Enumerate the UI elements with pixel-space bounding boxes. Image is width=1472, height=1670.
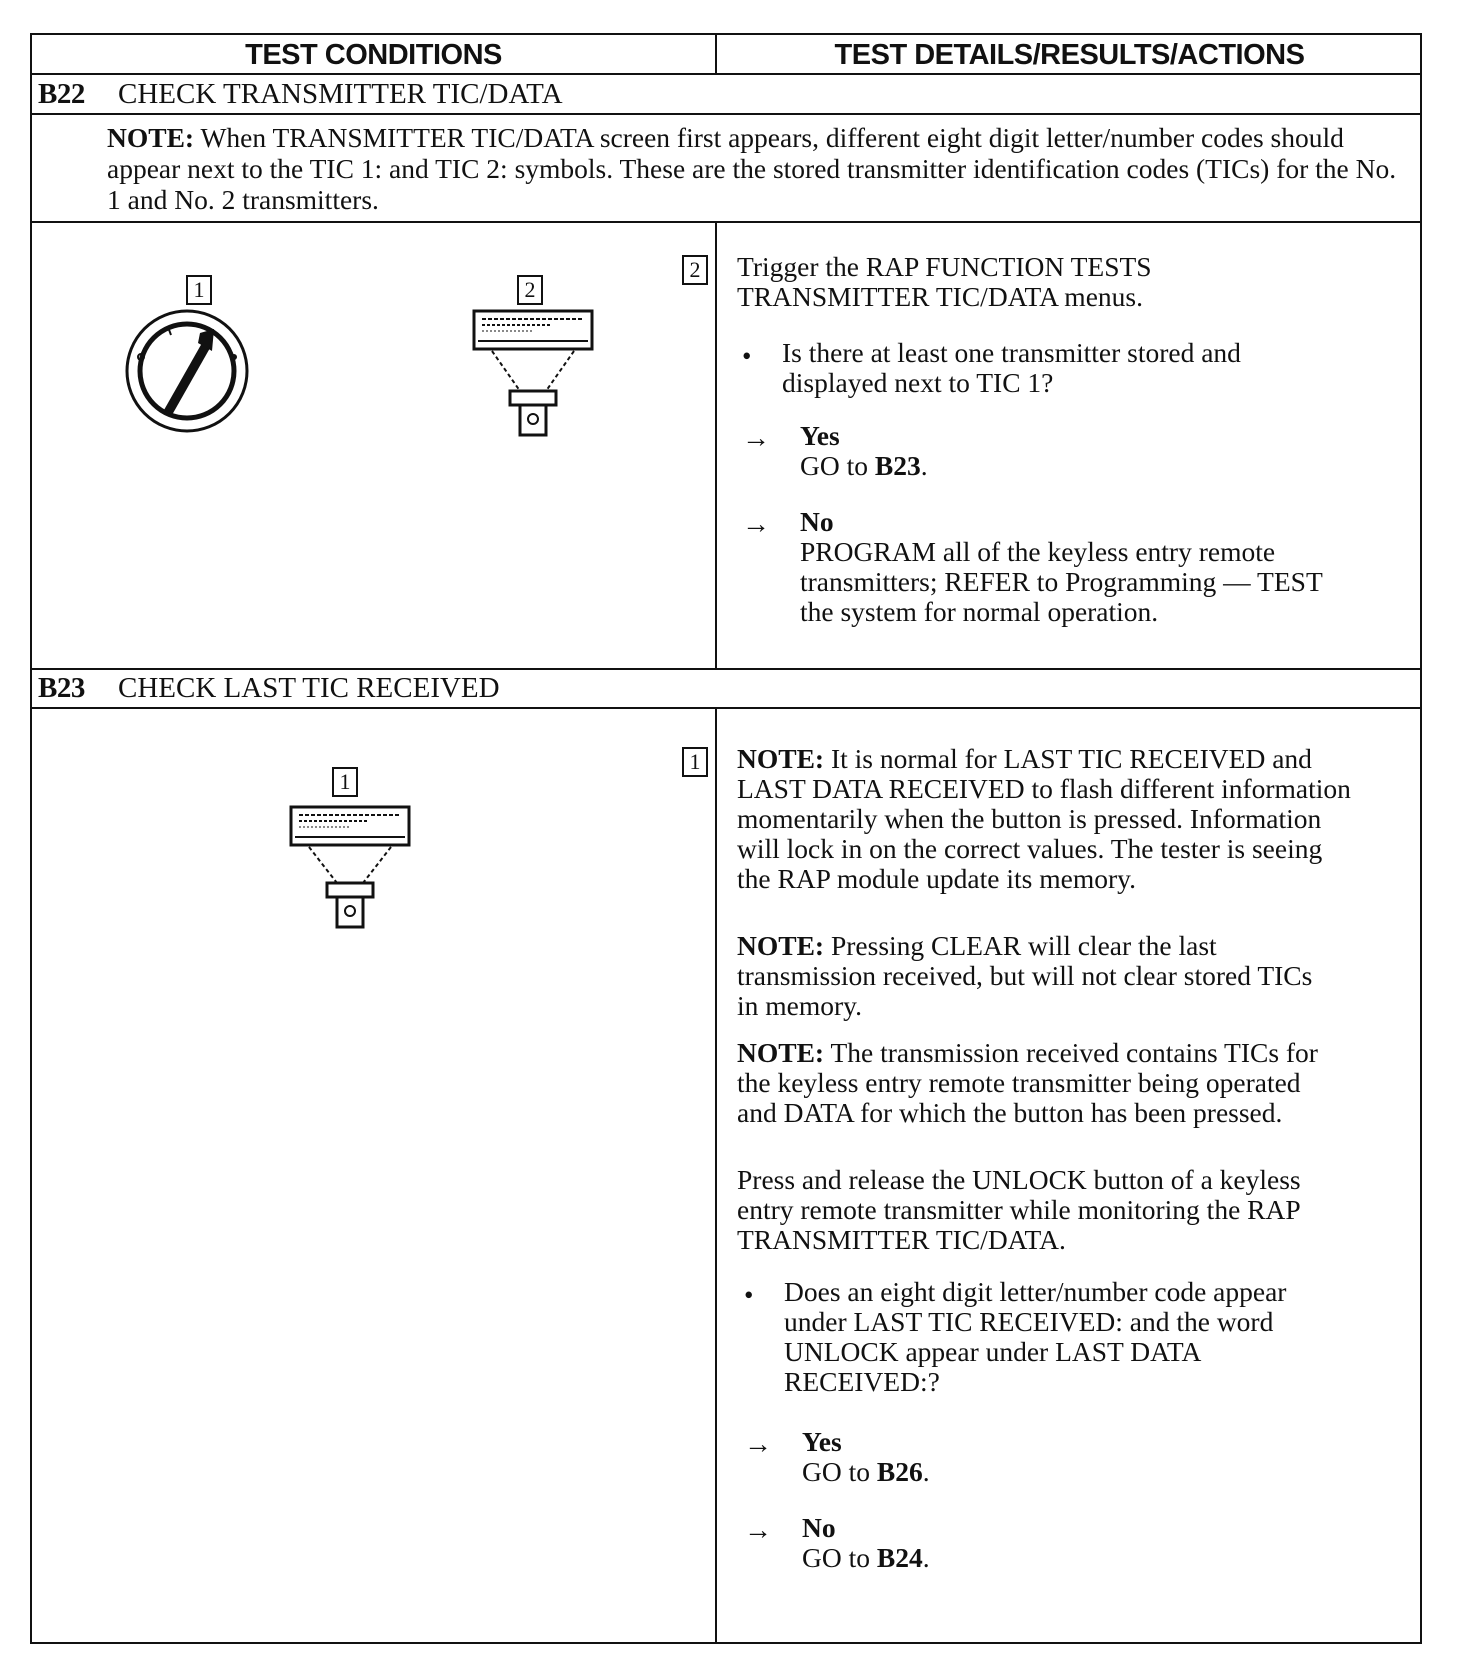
b23-yes bbox=[802, 1427, 1102, 1487]
b23-note-3 bbox=[737, 1038, 1337, 1128]
header-test-details: TEST DETAILS/RESULTS/ACTIONS bbox=[834, 38, 1305, 71]
b23-note-2-text: Pressing CLEAR will clear the last transmission received, but will not clear stored TICs in memory. bbox=[737, 930, 1313, 1021]
header-test-conditions: TEST CONDITIONS bbox=[245, 38, 502, 71]
section-b23-title: CHECK LAST TIC RECEIVED bbox=[118, 671, 500, 704]
b23-yes-action: GO to bbox=[802, 1456, 877, 1487]
b23-bullet: • bbox=[744, 1280, 754, 1310]
b22-bullet: • bbox=[742, 341, 752, 371]
b23-no-arrow: → bbox=[744, 1515, 772, 1546]
b23-title-rule bbox=[32, 707, 1420, 709]
b22-figure-label-1: 1 bbox=[186, 275, 212, 305]
b22-figure-label-2: 2 bbox=[517, 275, 543, 305]
b22-yes bbox=[800, 421, 1300, 481]
section-b22-title: CHECK TRANSMITTER TIC/DATA bbox=[118, 77, 563, 110]
b23-yes-arrow: → bbox=[744, 1429, 772, 1460]
b23-yes-suffix: . bbox=[922, 1456, 930, 1487]
b23-instruction: Press and release the UNLOCK button of a keyless entry remote transmitter while monitoring the RAP TRANSMITTER TIC/DATA. bbox=[737, 1164, 1301, 1255]
b22-column-divider bbox=[715, 221, 717, 668]
b22-no-arrow: → bbox=[742, 509, 770, 540]
b23-yes-label: Yes bbox=[802, 1426, 842, 1457]
b23-note-1 bbox=[737, 744, 1357, 894]
section-b22-id: B22 bbox=[38, 77, 85, 110]
b23-note-1-label: NOTE: bbox=[737, 743, 825, 774]
b22-note bbox=[107, 122, 1407, 215]
header-divider bbox=[715, 35, 717, 74]
b22-note-rule bbox=[32, 221, 1420, 223]
b22-yes-action: GO to bbox=[800, 450, 875, 481]
b22-no-label: No bbox=[800, 506, 834, 537]
b23-yes-target: B26 bbox=[876, 1456, 923, 1487]
ignition-key-icon bbox=[124, 307, 254, 437]
b23-note-2 bbox=[737, 931, 1317, 1021]
b23-note-3-label: NOTE: bbox=[737, 1037, 825, 1068]
b23-figure-label-1: 1 bbox=[332, 767, 358, 797]
b22-yes-target: B23 bbox=[874, 450, 921, 481]
b23-note-2-label: NOTE: bbox=[737, 930, 825, 961]
b22-note-text: When TRANSMITTER TIC/DATA screen first appears, different eight digit letter/number codes should appear next to the TIC 1: and TIC 2: symbols. These are the stored transmitter identification codes (TICs) for the No. 1 and No. 2 transmitters. bbox=[107, 122, 1397, 215]
diagnostic-table bbox=[30, 33, 1422, 1644]
tester-display-icon bbox=[289, 805, 413, 935]
b23-note-1-text: It is normal for LAST TIC RECEIVED and LAST DATA RECEIVED to flash different information momentarily when the button is pressed. Information will lock in on the correct values. The tester is seeing the RAP module update its memory. bbox=[737, 743, 1351, 894]
b22-step-number: 2 bbox=[682, 255, 708, 285]
b22-note-label: NOTE: bbox=[107, 122, 195, 153]
b23-note-3-text: The transmission received contains TICs for the keyless entry remote transmitter being operated and DATA for which the button has been pressed. bbox=[737, 1037, 1318, 1128]
b23-no-action: GO to bbox=[802, 1542, 877, 1573]
b22-title-rule bbox=[32, 113, 1420, 115]
b23-step-number: 1 bbox=[682, 747, 708, 777]
b23-no bbox=[802, 1513, 1102, 1573]
b22-yes-label: Yes bbox=[800, 420, 840, 451]
b22-step-text: Trigger the RAP FUNCTION TESTS TRANSMITTER TIC/DATA menus. bbox=[737, 251, 1152, 312]
b22-yes-arrow: → bbox=[742, 423, 770, 454]
b23-no-suffix: . bbox=[922, 1542, 930, 1573]
section-b23-header bbox=[38, 669, 500, 707]
section-b23-id: B23 bbox=[38, 671, 85, 704]
b22-yes-suffix: . bbox=[920, 450, 928, 481]
b23-no-label: No bbox=[802, 1512, 836, 1543]
b23-no-target: B24 bbox=[876, 1542, 923, 1573]
b22-no-action: PROGRAM all of the keyless entry remote transmitters; REFER to Programming — TEST the system for normal operation. bbox=[800, 536, 1323, 627]
b22-question: Is there at least one transmitter stored and displayed next to TIC 1? bbox=[782, 337, 1241, 398]
b23-question: Does an eight digit letter/number code appear under LAST TIC RECEIVED: and the word UNLOCK appear under LAST DATA RECEIVED:? bbox=[784, 1276, 1287, 1397]
b22-no bbox=[800, 507, 1340, 627]
tester-display-icon bbox=[472, 309, 596, 439]
b23-column-divider bbox=[715, 707, 717, 1644]
section-b22-header bbox=[38, 75, 563, 113]
